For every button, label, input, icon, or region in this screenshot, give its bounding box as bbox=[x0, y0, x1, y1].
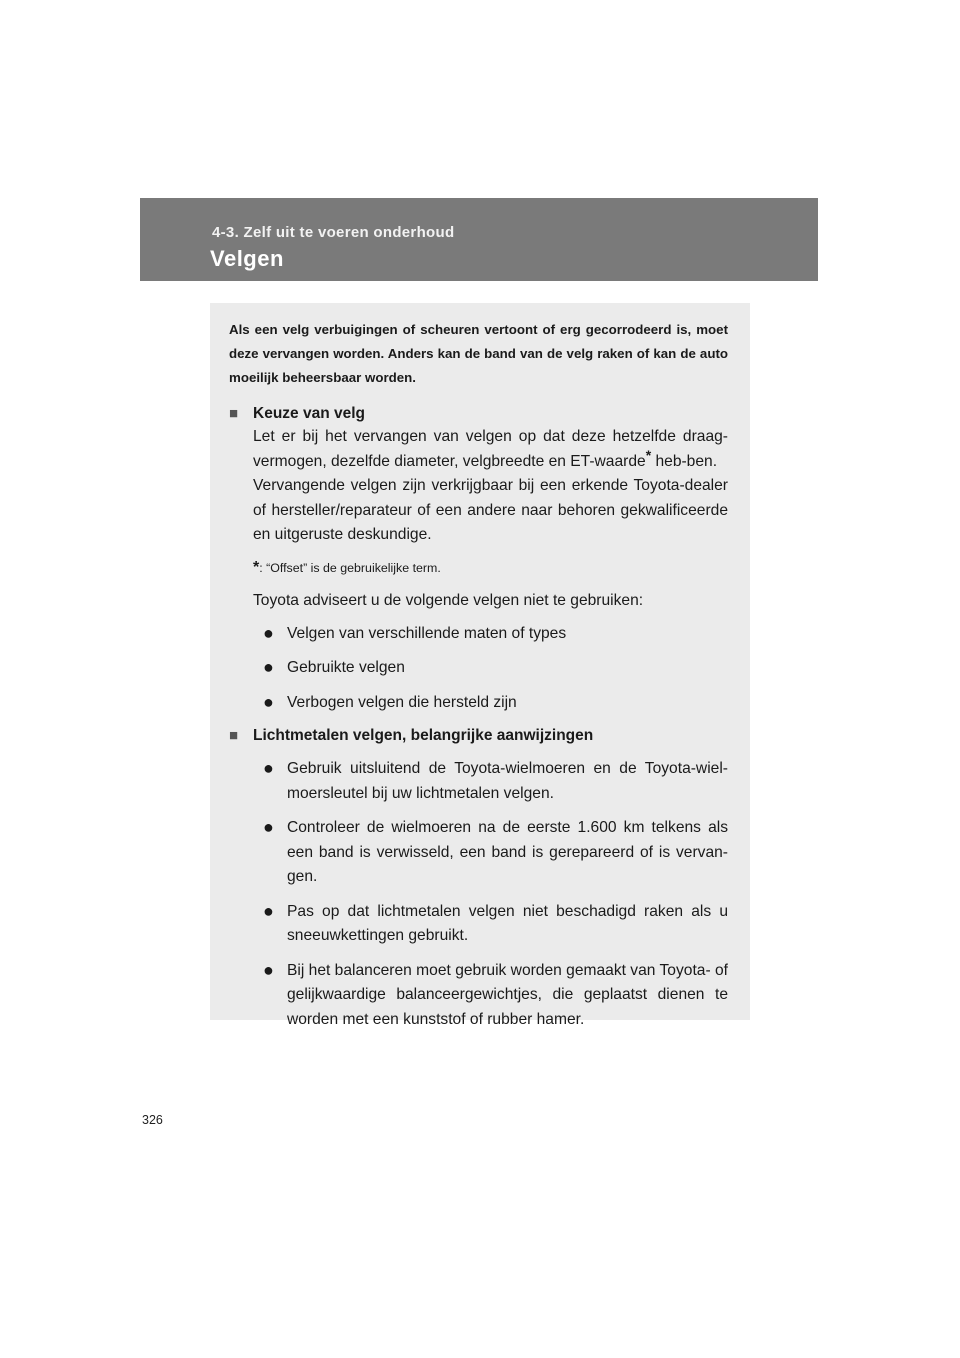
heading-lichtmetalen bbox=[229, 725, 728, 747]
asterisk-mark: * bbox=[645, 446, 652, 463]
section-header bbox=[140, 198, 818, 281]
footnote bbox=[253, 560, 728, 576]
list-item-text: Velgen van verschillende maten of types bbox=[287, 624, 567, 642]
bullet-icon: ● bbox=[263, 959, 274, 980]
paragraph-keuze-1 bbox=[253, 425, 728, 474]
heading-keuze-text: Keuze van velg bbox=[253, 405, 365, 422]
bullet-icon: ● bbox=[263, 622, 274, 643]
list-item bbox=[229, 900, 728, 949]
list-item-text: Pas op dat lichtmetalen velgen niet beschadigd raken als u sneeuwkettingen gebruikt. bbox=[287, 902, 728, 944]
list-item-text: Bij het balanceren moet gebruik worden gemaakt van Toyota- of gelijkwaardige balanceergewichtjes, die geplaatst dienen te worden met een kunststof of rubber hamer. bbox=[287, 961, 728, 1028]
list-item bbox=[229, 622, 728, 647]
heading-lichtmetalen-text: Lichtmetalen velgen, belangrijke aanwijzingen bbox=[253, 727, 594, 744]
square-bullet-icon: ■ bbox=[229, 405, 239, 422]
list-item-text: Verbogen velgen die hersteld zijn bbox=[287, 693, 517, 711]
list-item bbox=[229, 757, 728, 806]
bullet-icon: ● bbox=[263, 758, 274, 778]
footnote-asterisk: * bbox=[253, 558, 260, 576]
section-label: 4-3. Zelf uit te voeren onderhoud bbox=[212, 224, 455, 241]
advice-text: Toyota adviseert u de volgende velgen niet te gebruiken: bbox=[253, 591, 644, 609]
bullet-icon: ● bbox=[263, 900, 274, 921]
bullet-icon: ● bbox=[263, 691, 274, 712]
heading-keuze bbox=[229, 403, 728, 425]
bullet-icon: ● bbox=[263, 817, 274, 837]
list-item bbox=[229, 959, 728, 1033]
list-item-text: Controleer de wielmoeren na de eerste 1.600 km telkens als een band is verwisseld, een band is gerepareerd of is vervan-gen. bbox=[287, 819, 728, 885]
list-item bbox=[229, 691, 728, 716]
list-item bbox=[229, 656, 728, 681]
page-title: Velgen bbox=[210, 246, 284, 271]
list-item-text: Gebruikte velgen bbox=[287, 659, 405, 676]
list-item bbox=[229, 816, 728, 890]
paragraph-keuze-1-a: Let er bij het vervangen van velgen op dat deze hetzelfde draag-vermogen, dezelfde diameter, velgbreedte en ET-waarde bbox=[253, 428, 728, 470]
page-number: 326 bbox=[142, 1113, 163, 1127]
footnote-text: : “Offset” is de gebruikelijke term. bbox=[259, 560, 441, 575]
caution-box bbox=[210, 303, 750, 1028]
intro-text: Als een velg verbuigingen of scheuren vertoont of erg gecorrodeerd is, moet deze vervangen worden. Anders kan de band van de velg raken of kan de auto moeilijk beheersbaar worden. bbox=[229, 322, 728, 385]
bullet-icon: ● bbox=[263, 657, 274, 677]
paragraph-keuze-1-b: heb-ben. bbox=[651, 452, 718, 470]
list-item-text: Gebruik uitsluitend de Toyota-wielmoeren en de Toyota-wiel-moersleutel bij uw lichtmetalen velgen. bbox=[287, 760, 728, 802]
paragraph-keuze-2: Vervangende velgen zijn verkrijgbaar bij een erkende Toyota-dealer of hersteller/reparateur of een andere naar behoren gekwalificeerde en uitgeruste deskundige. bbox=[253, 477, 728, 543]
square-bullet-icon: ■ bbox=[229, 727, 239, 744]
